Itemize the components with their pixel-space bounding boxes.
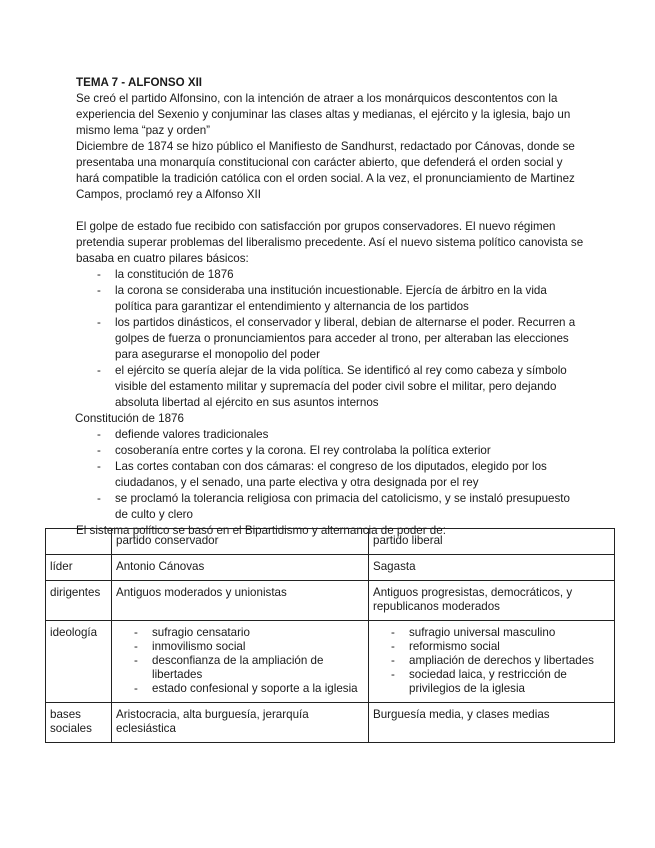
ideologia-conservador-list <box>116 626 364 696</box>
document-title: TEMA 7 - ALFONSO XII <box>76 76 203 89</box>
table-row <box>46 529 615 555</box>
list-item: - sufragio universal masculino <box>409 626 610 640</box>
row-label: líder <box>46 555 112 581</box>
constitucion-list <box>76 427 586 523</box>
list-item: - sufragio censatario <box>152 626 364 640</box>
table-row <box>46 621 615 703</box>
table-cell <box>112 621 369 703</box>
list-item: - los partidos dinásticos, el conservador y liberal, debian de alternarse el poder. Recurren a golpes de fuerza o pronunciamientos para acceder al trono, per alteraban las elecciones para asegurarse el monopolio del poder <box>115 315 586 363</box>
table-intro: El sistema político se basó en el Bipartidismo y alternancia de poder de: <box>76 524 446 537</box>
spacer <box>76 203 586 219</box>
table-row <box>46 581 615 621</box>
parties-table <box>45 528 615 743</box>
row-label: dirigentes <box>46 581 112 621</box>
table-cell: Aristocracia, alta burguesía, jerarquía eclesiástica <box>112 703 369 743</box>
table-cell: Antiguos progresistas, democráticos, y republicanos moderados <box>369 581 615 621</box>
table-cell: Antiguos moderados y unionistas <box>112 581 369 621</box>
paragraph: El golpe de estado fue recibido con satisfacción por grupos conservadores. El nuevo régimen pretendia superar problemas del liberalismo precedente. Así el nuevo sistema político canovista se basaba en cuatro pilares básicos: <box>76 220 584 265</box>
paragraph: Se creó el partido Alfonsino, con la intención de atraer a los monárquicos descontentos con la experiencia del Sexenio y conjuminar las clases altas y medianas, el ejército y la iglesia, bajo un mismo lema “paz y orden” <box>76 92 571 137</box>
list-item: - el ejército se quería alejar de la vida política. Se identificó al rey como cabeza y símbolo visible del estamento militar y supremacía del poder civil sobre el militar, pero dejando absoluta libertad al ejército en sus asuntos internos <box>115 363 586 411</box>
list-item: - sociedad laica, y restricción de privilegios de la iglesia <box>409 668 610 696</box>
table-cell: Antonio Cánovas <box>112 555 369 581</box>
list-item: - inmovilismo social <box>152 640 364 654</box>
section-heading: Constitución de 1876 <box>75 412 184 425</box>
row-label: bases sociales <box>46 703 112 743</box>
table-header: partido conservador <box>112 529 369 555</box>
row-label: ideología <box>46 621 112 703</box>
table-header: partido liberal <box>369 529 615 555</box>
table-cell <box>46 529 112 555</box>
pilares-list <box>76 267 586 411</box>
list-item: - la corona se consideraba una institución incuestionable. Ejercía de árbitro en la vida política para garantizar el entendimiento y alternancia de los partidos <box>115 283 586 315</box>
list-item: - ampliación de derechos y libertades <box>409 654 610 668</box>
list-item: - Las cortes contaban con dos cámaras: el congreso de los diputados, elegido por los ciudadanos, y el senado, una parte electiva y otra designada por el rey <box>115 459 586 491</box>
ideologia-liberal-list <box>373 626 610 696</box>
document-body <box>76 75 586 539</box>
list-item: - estado confesional y soporte a la iglesia <box>152 682 364 696</box>
paragraph: Diciembre de 1874 se hizo público el Manifiesto de Sandhurst, redactado por Cánovas, donde se presentaba una monarquía constitucional con carácter abierto, que defenderá el orden social y hará compatible la tradición católica con el orden social. A la vez, el pronunciamiento de Martinez Campos, proclamó rey a Alfonso XII <box>76 140 575 201</box>
list-item: - cosoberanía entre cortes y la corona. El rey controlaba la política exterior <box>115 443 586 459</box>
table-row <box>46 555 615 581</box>
list-item: - defiende valores tradicionales <box>115 427 586 443</box>
list-item: - reformismo social <box>409 640 610 654</box>
table-row <box>46 703 615 743</box>
table-cell: Burguesía media, y clases medias <box>369 703 615 743</box>
table-cell <box>369 621 615 703</box>
list-item: - la constitución de 1876 <box>115 267 586 283</box>
table-cell: Sagasta <box>369 555 615 581</box>
list-item: - desconfianza de la ampliación de libertades <box>152 654 364 682</box>
list-item: - se proclamó la tolerancia religiosa con primacia del catolicismo, y se instaló presupuesto de culto y clero <box>115 491 586 523</box>
